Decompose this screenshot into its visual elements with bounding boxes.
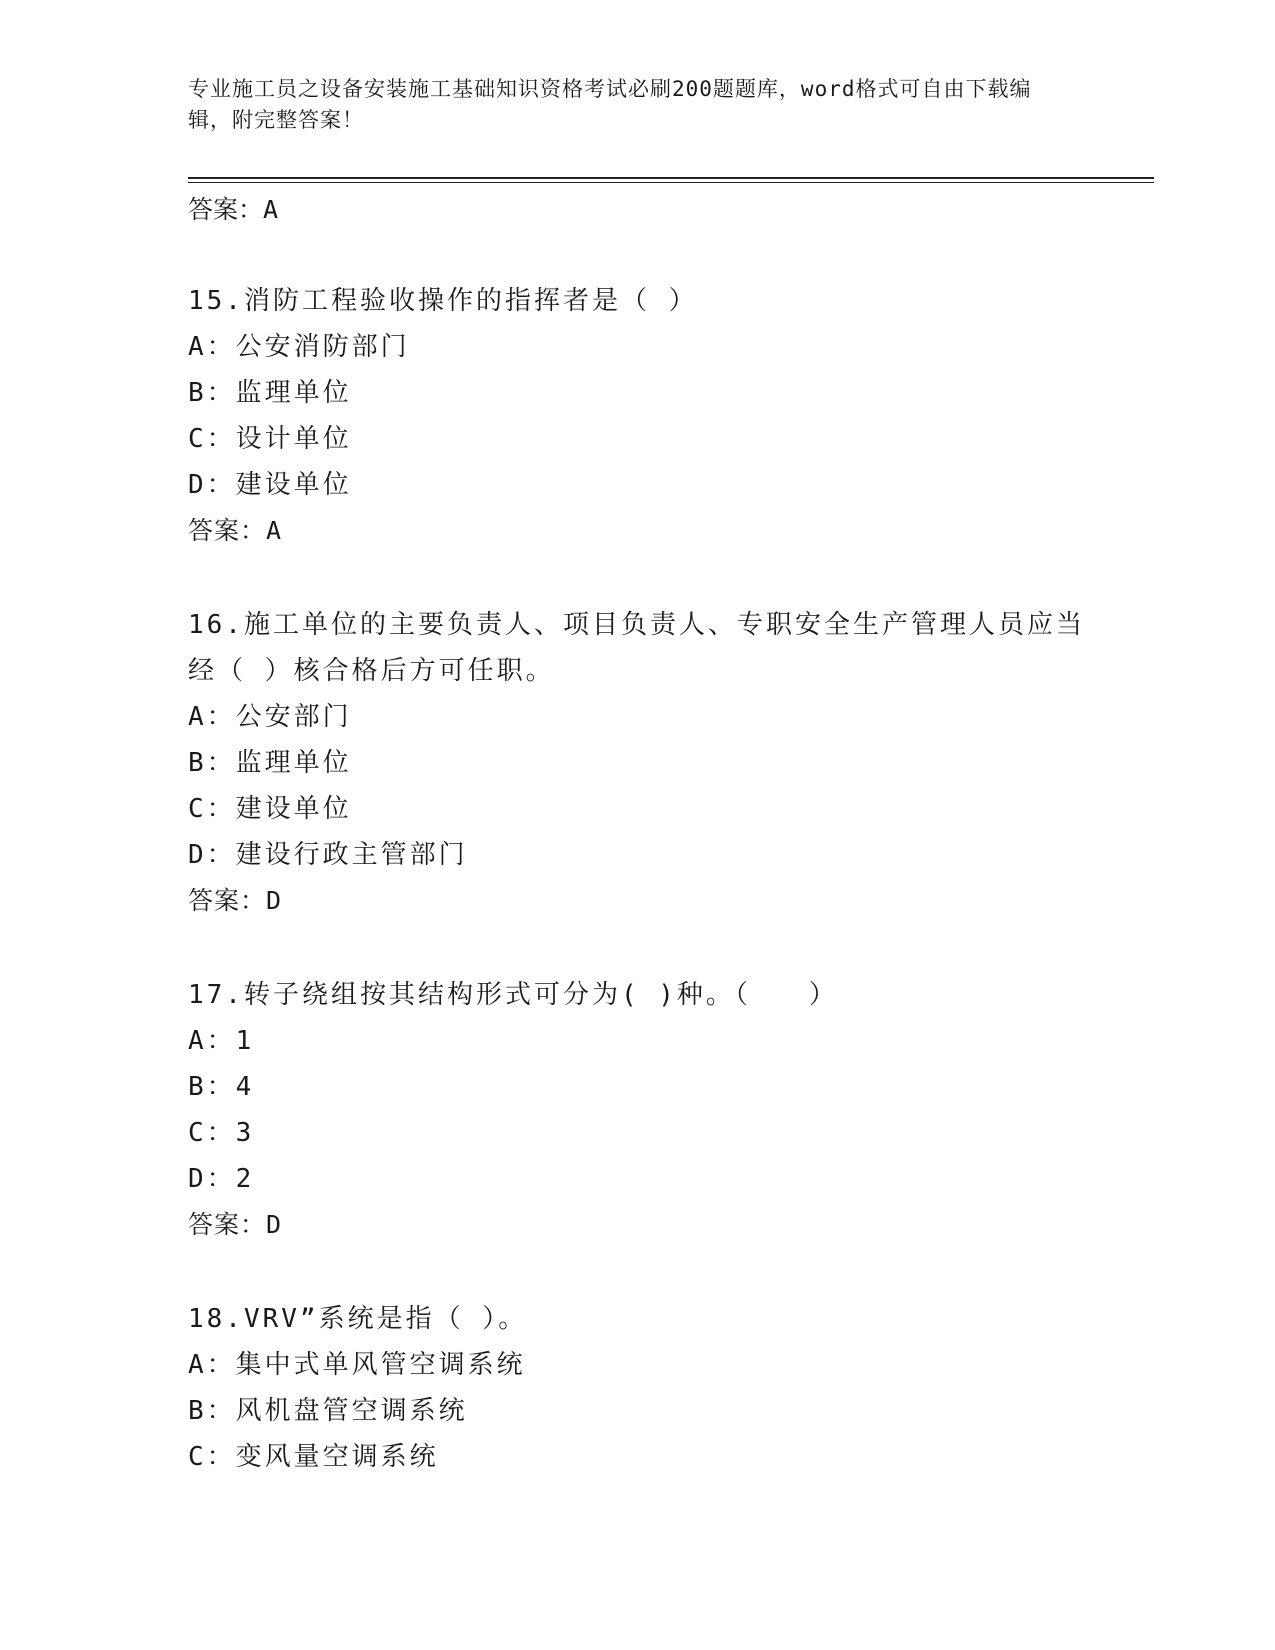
answer-line: 答案：D xyxy=(188,1210,283,1239)
option-b: B：4 xyxy=(188,1072,255,1102)
question-18 xyxy=(188,1296,1088,1480)
option-c: C：建设单位 xyxy=(188,794,352,824)
question-text: 15.消防工程验收操作的指挥者是（ ） xyxy=(188,286,698,316)
question-15 xyxy=(188,278,1088,554)
option-c: C：变风量空调系统 xyxy=(188,1442,439,1472)
header-divider xyxy=(188,177,1154,179)
question-list xyxy=(188,190,1088,1480)
answer-line: 答案：A xyxy=(188,516,283,545)
question-17 xyxy=(188,972,1088,1248)
question-text: 16.施工单位的主要负责人、项目负责人、专职安全生产管理人员应当经（ ）核合格后方可任职。 xyxy=(188,610,1085,686)
option-c: C：3 xyxy=(188,1118,255,1148)
option-a: A：公安部门 xyxy=(188,702,352,732)
question-16 xyxy=(188,602,1088,924)
option-d: D：建设单位 xyxy=(188,470,352,500)
option-a: A：公安消防部门 xyxy=(188,332,410,362)
option-a: A：集中式单风管空调系统 xyxy=(188,1350,526,1380)
option-b: B：监理单位 xyxy=(188,748,352,778)
option-b: B：风机盘管空调系统 xyxy=(188,1396,468,1426)
document-header: 专业施工员之设备安装施工基础知识资格考试必刷200题题库，word格式可自由下载编辑，附完整答案！ xyxy=(188,77,1032,132)
question-text: 17.转子绕组按其结构形式可分为( )种。（ ） xyxy=(188,980,838,1010)
option-b: B：监理单位 xyxy=(188,378,352,408)
answer-line: 答案：D xyxy=(188,886,283,915)
answer-line: 答案：A xyxy=(188,195,279,224)
option-d: D：建设行政主管部门 xyxy=(188,840,468,870)
option-d: D：2 xyxy=(188,1164,255,1194)
option-a: A：1 xyxy=(188,1026,255,1056)
option-c: C：设计单位 xyxy=(188,424,352,454)
question-text: 18.VRV”系统是指（ ）。 xyxy=(188,1304,528,1334)
header-divider-thin xyxy=(188,182,1154,183)
